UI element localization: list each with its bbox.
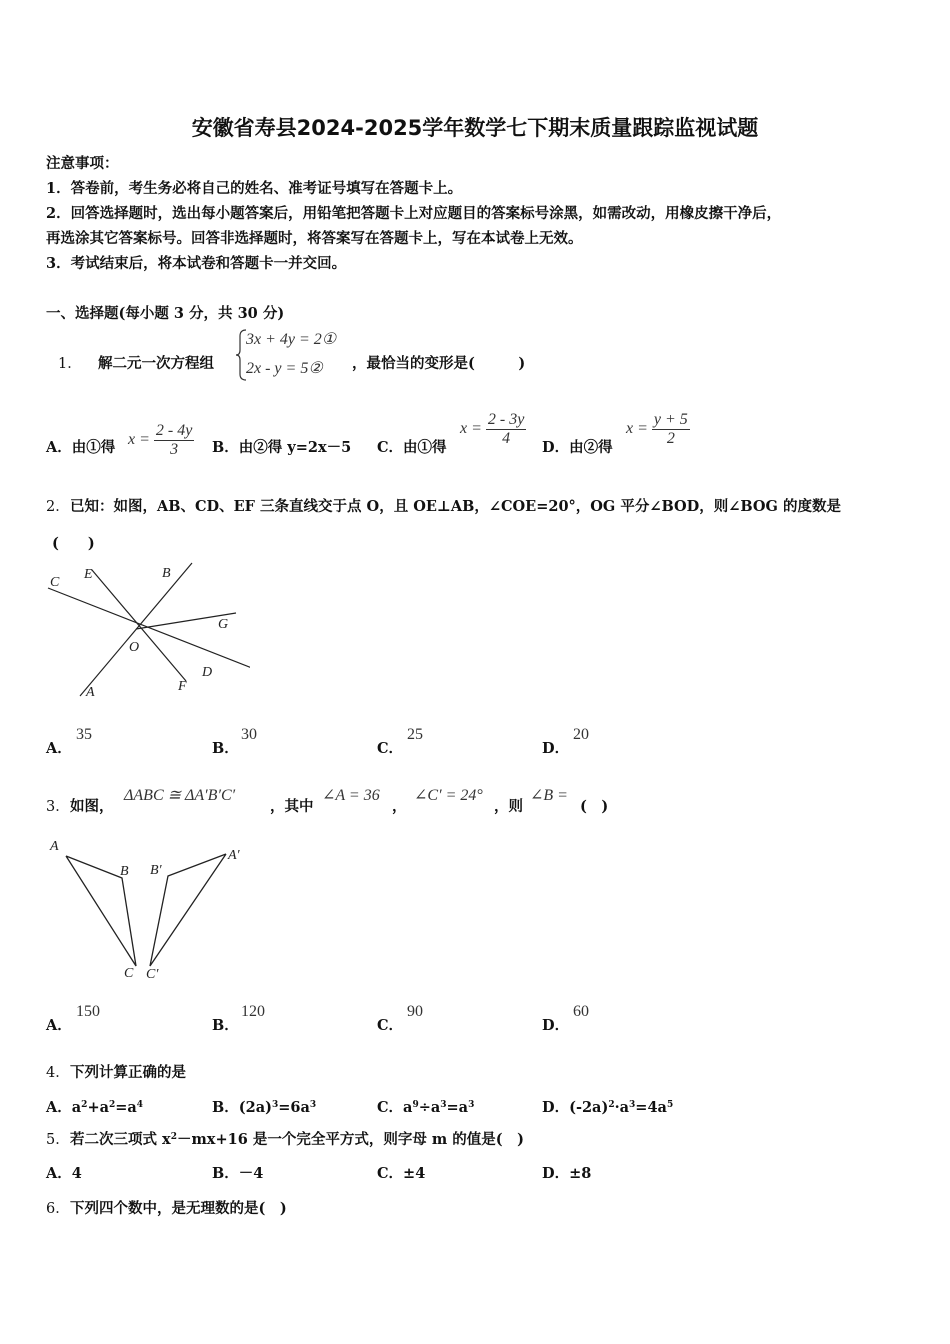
q6-number: 6． bbox=[46, 1201, 70, 1217]
q1-option-d-math: x = $\frac{y + 5}{2}$ bbox=[626, 411, 688, 447]
label-f: F bbox=[178, 679, 187, 694]
line-ab bbox=[80, 563, 192, 696]
q3-option-a: A． bbox=[46, 1017, 72, 1034]
q1-option-c-math: x = $\frac{2 - 3y}{4}$ bbox=[460, 411, 525, 447]
section-heading: 一、选择题(每小题 3 分，共 30 分) bbox=[46, 305, 285, 322]
q3-option-d: D． bbox=[542, 1017, 570, 1034]
q3-angle-a: ∠A = 36 bbox=[322, 787, 380, 804]
q5-number: 5． bbox=[46, 1132, 70, 1148]
q5-option-d: D．±8 bbox=[542, 1165, 592, 1182]
q4-option-c: C．$a^9\div a^3=a^3$ bbox=[377, 1099, 475, 1116]
label-g: G bbox=[218, 617, 229, 632]
q1-equation-2: 2x - y = 5② bbox=[246, 360, 323, 377]
q2-paren: ( ) bbox=[52, 535, 95, 552]
q5-option-b: B．－4 bbox=[212, 1165, 264, 1182]
q1-option-d: D．由②得 bbox=[542, 439, 613, 456]
q2-stem: 已知：如图，AB、CD、EF 三条直线交于点 O，且 OE⊥AB，∠COE=20°，OG 平分∠BOD，则∠BOG 的度数是 bbox=[70, 498, 841, 515]
q4-option-a: A．$a^2+a^2=a^4$ bbox=[46, 1099, 144, 1116]
q1-option-b: B．由②得 y=2x－5 bbox=[212, 439, 352, 456]
q1-option-a: A．由①得 bbox=[46, 439, 116, 456]
q3-option-c: C． bbox=[377, 1017, 404, 1034]
notice-item: 1．答卷前，考生务必将自己的姓名、准考证号填写在答题卡上。 bbox=[46, 180, 463, 197]
q1-option-c: C．由①得 bbox=[377, 439, 447, 456]
q3-figure bbox=[44, 832, 254, 982]
q2-option-b: B． bbox=[212, 740, 239, 757]
q3-separator: ， bbox=[392, 798, 407, 815]
q3-congruence: ΔABC ≅ ΔA′B′C′ bbox=[124, 787, 236, 804]
label-c: C bbox=[50, 575, 60, 590]
q4-stem: 下列计算正确的是 bbox=[70, 1064, 186, 1081]
q3-angle-c: ∠C′ = 24° bbox=[414, 787, 483, 804]
q4-option-d: D．$(-2a)^2\cdot a^3=4a^5$ bbox=[542, 1099, 674, 1116]
q3-paren: ( ) bbox=[580, 798, 609, 815]
q2-option-c-value: 25 bbox=[407, 726, 423, 743]
q3-option-b-value: 120 bbox=[241, 1003, 265, 1020]
q5-option-a: A．4 bbox=[46, 1165, 82, 1182]
q2-option-a-value: 35 bbox=[76, 726, 92, 743]
q4-number: 4． bbox=[46, 1065, 70, 1081]
q6-stem: 下列四个数中，是无理数的是( ) bbox=[70, 1200, 287, 1217]
notice-item: 2．回答选择题时，选出每小题答案后，用铅笔把答题卡上对应题目的答案标号涂黑，如需改动，用橡皮擦干净后， bbox=[46, 205, 782, 222]
label-a: A bbox=[50, 839, 59, 854]
label-c: C bbox=[124, 966, 134, 981]
q3-number: 3． bbox=[46, 799, 70, 815]
label-e: E bbox=[84, 567, 93, 582]
q3-option-d-value: 60 bbox=[573, 1003, 589, 1020]
label-o: O bbox=[129, 640, 140, 655]
label-b-prime: B′ bbox=[150, 863, 162, 878]
q2-option-a: A． bbox=[46, 740, 72, 757]
q2-number: 2． bbox=[46, 499, 70, 515]
q3-option-c-value: 90 bbox=[407, 1003, 423, 1020]
q3-stem-pre: 如图， bbox=[70, 798, 114, 815]
notice-item: 3．考试结束后，将本试卷和答题卡一并交回。 bbox=[46, 255, 347, 272]
label-a: A bbox=[86, 685, 95, 700]
label-d: D bbox=[202, 665, 213, 680]
q1-option-a-math: x = $\frac{2 - 4y}{3}$ bbox=[128, 422, 193, 458]
q3-option-a-value: 150 bbox=[76, 1003, 100, 1020]
label-c-prime: C′ bbox=[146, 967, 159, 982]
q2-option-c: C． bbox=[377, 740, 404, 757]
q2-figure bbox=[40, 558, 250, 703]
q1-stem-post: ，最恰当的变形是( ) bbox=[352, 355, 526, 372]
q3-angle-b: ∠B = bbox=[530, 787, 568, 804]
q2-option-b-value: 30 bbox=[241, 726, 257, 743]
q2-option-d: D． bbox=[542, 740, 570, 757]
q1-equation-1: 3x + 4y = 2① bbox=[246, 331, 337, 348]
page-title: 安徽省寿县2024-2025学年数学七下期末质量跟踪监视试题 bbox=[191, 116, 759, 140]
notice-item: 再选涂其它答案标号。回答非选择题时，将答案写在答题卡上，写在本试卷上无效。 bbox=[46, 230, 583, 247]
q3-stem-post: ，则 bbox=[494, 798, 523, 815]
q5-option-c: C．±4 bbox=[377, 1165, 426, 1182]
q2-option-d-value: 20 bbox=[573, 726, 589, 743]
q5-stem: 若二次三项式 $x^2-mx+16$ 是一个完全平方式，则字母 m 的值是( ) bbox=[70, 1131, 524, 1148]
q1-number: 1． bbox=[58, 356, 82, 372]
notice-heading: 注意事项： bbox=[46, 155, 119, 172]
q3-option-b: B． bbox=[212, 1017, 239, 1034]
q3-stem-mid: ，其中 bbox=[270, 798, 314, 815]
q4-option-b: B．$(2a)^3=6a^3$ bbox=[212, 1099, 317, 1116]
label-a-prime: A′ bbox=[228, 848, 240, 863]
label-b: B bbox=[120, 864, 129, 879]
q1-stem: 解二元一次方程组 bbox=[98, 355, 214, 372]
label-b: B bbox=[162, 566, 171, 581]
